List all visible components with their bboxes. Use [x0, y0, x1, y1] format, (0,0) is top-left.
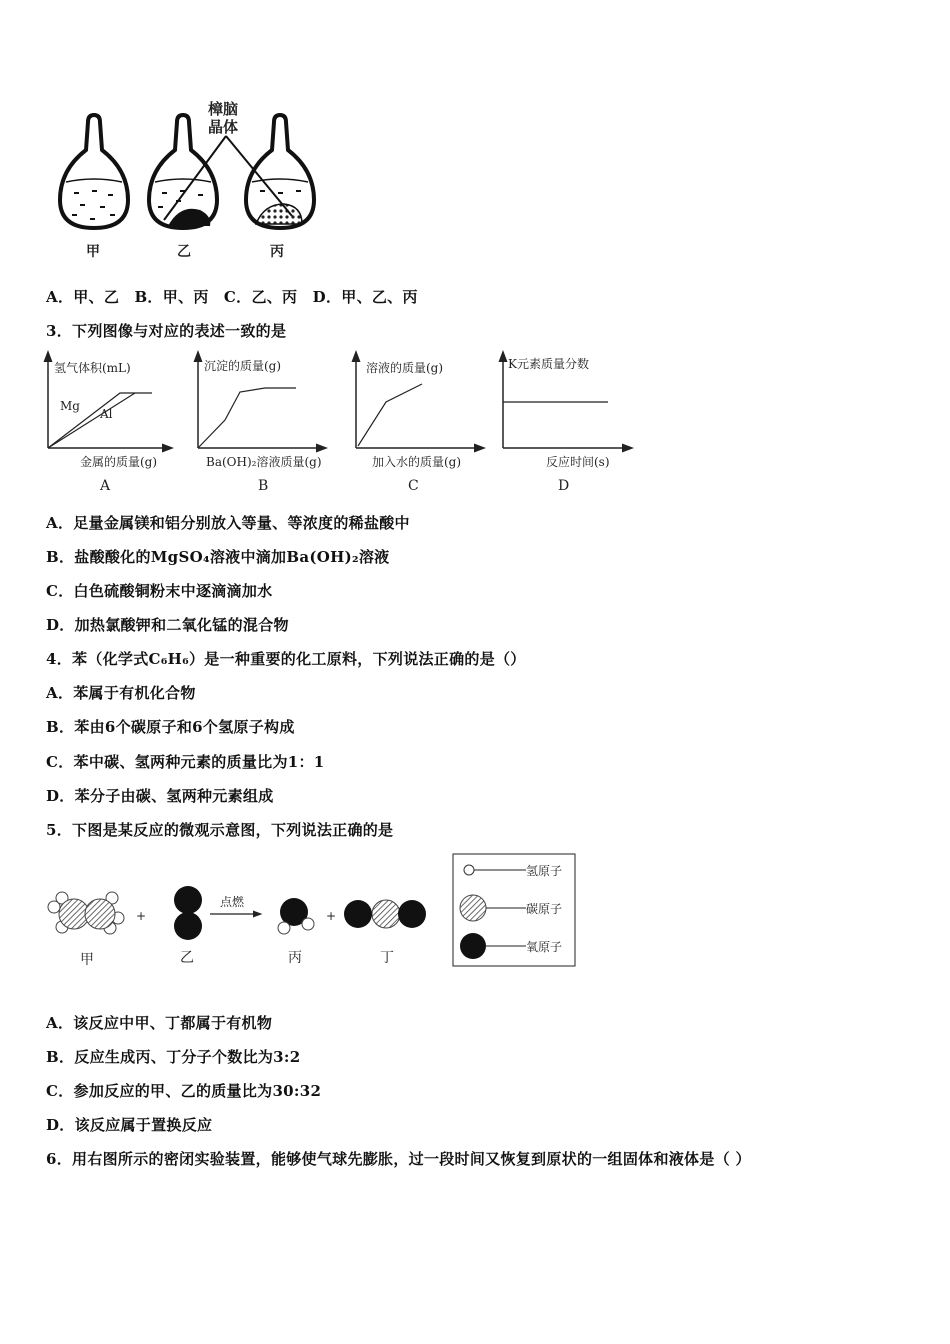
q6-stem: 6．用右图所示的密闭实验装置，能够使气球先膨胀，过一段时间又恢复到原状的一组固体和液体是（ ）	[46, 1150, 751, 1168]
chart-d-letter: D	[558, 478, 570, 494]
chart-c-ylabel: 溶液的质量(g)	[366, 361, 444, 375]
molecule-bing	[278, 898, 314, 934]
flasks-figure	[50, 100, 340, 270]
chart-b-line	[198, 388, 296, 448]
q4-option-d: D．苯分子由碳、氢两种元素组成	[46, 787, 274, 805]
chart-a-ylabel: 氢气体积(mL)	[54, 361, 131, 375]
molecule-jia	[48, 892, 124, 934]
chart-b	[198, 356, 322, 494]
chart-a-letter: A	[100, 478, 111, 494]
q3-option-a: A．足量金属镁和铝分别放入等量、等浓度的稀盐酸中	[46, 514, 410, 532]
chart-b-xlabel: Ba(OH)₂溶液质量(g)	[206, 455, 322, 469]
q5-option-d: D．该反应属于置换反应	[46, 1116, 213, 1134]
label-jia: 甲	[80, 952, 94, 968]
q2-options: A．甲、乙 B．甲、丙 C．乙、丙 D．甲、乙、丙	[46, 288, 418, 306]
chart-d	[503, 356, 628, 494]
chart-a-al-label: Al	[100, 407, 113, 421]
q4-option-b: B．苯由6个碳原子和6个氢原子构成	[46, 718, 295, 736]
q3-option-b: B．盐酸酸化的MgSO₄溶液中滴加Ba(OH)₂溶液	[46, 548, 390, 566]
q4-option-c: C．苯中碳、氢两种元素的质量比为1：1	[46, 753, 325, 771]
flask-label-yi: 乙	[177, 244, 191, 260]
chart-c-line	[358, 384, 422, 446]
legend-carbon: 碳原子	[526, 902, 563, 916]
q5-stem: 5．下图是某反应的微观示意图，下列说法正确的是	[46, 821, 394, 839]
chart-c-xlabel: 加入水的质量(g)	[372, 455, 462, 469]
chart-a-xlabel: 金属的质量(g)	[80, 455, 158, 469]
flask-bing	[226, 115, 314, 228]
reaction-diagram	[40, 852, 580, 972]
q4-stem: 4．苯（化学式C₆H₆）是一种重要的化工原料，下列说法正确的是（）	[46, 650, 526, 668]
flask-jia	[60, 115, 128, 228]
q5-option-a: A．该反应中甲、丁都属于有机物	[46, 1014, 273, 1032]
crystal-label-line2: 晶体	[208, 118, 239, 136]
flask-label-jia: 甲	[86, 244, 100, 260]
q3-option-d: D．加热氯酸钾和二氧化锰的混合物	[46, 616, 289, 634]
chart-c	[356, 356, 480, 494]
chart-d-xlabel: 反应时间(s)	[546, 455, 610, 469]
chart-d-ylabel: K元素质量分数	[508, 357, 589, 371]
chart-c-letter: C	[408, 478, 419, 494]
q3-stem: 3．下列图像与对应的表述一致的是	[46, 322, 287, 340]
molecule-yi	[174, 886, 202, 940]
q3-charts	[40, 350, 640, 495]
q4-option-a: A．苯属于有机化合物	[46, 684, 196, 702]
molecule-ding	[344, 900, 426, 928]
crystal-label-line1: 樟脑	[208, 100, 239, 118]
chart-a-mg-label: Mg	[60, 399, 80, 413]
q5-option-b: B．反应生成丙、丁分子个数比为3:2	[46, 1048, 301, 1066]
legend-oxygen: 氧原子	[526, 940, 563, 954]
plus-1: +	[136, 909, 147, 923]
label-bing: 丙	[288, 950, 302, 966]
flask-label-bing: 丙	[270, 244, 284, 260]
label-yi: 乙	[180, 950, 194, 966]
q3-option-c: C．白色硫酸铜粉末中逐滴滴加水	[46, 582, 273, 600]
chart-b-letter: B	[258, 478, 269, 494]
chart-b-ylabel: 沉淀的质量(g)	[204, 359, 282, 373]
plus-2: +	[326, 909, 337, 923]
chart-a	[48, 356, 168, 494]
legend-box	[453, 854, 575, 966]
q5-option-c: C．参加反应的甲、乙的质量比为30:32	[46, 1082, 322, 1100]
legend-hydrogen: 氢原子	[526, 864, 563, 878]
reaction-condition: 点燃	[220, 895, 245, 909]
label-ding: 丁	[380, 950, 394, 966]
